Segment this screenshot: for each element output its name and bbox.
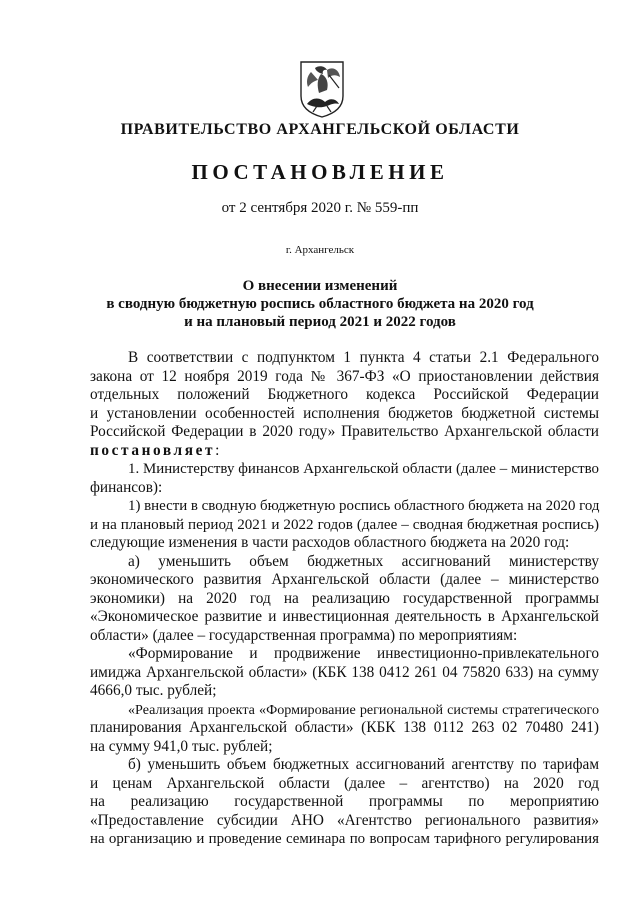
body-line: и ценам Архангельской области (далее – агентство) на 2020 год [90, 774, 599, 792]
body-line: экономического развития Архангельской области (далее – министерство [90, 571, 599, 588]
body-line: Российской Федерации в 2020 году» Правительство Архангельской области [90, 423, 599, 440]
body-line: 1. Министерству финансов Архангельской области (далее – министерство [128, 461, 599, 477]
document-body [90, 349, 599, 849]
city-name: г. Архангельск [285, 244, 355, 256]
decree-line [90, 442, 599, 461]
body-line: на реализацию государственной программы по мероприятию [90, 793, 599, 810]
subject-line: О внесении изменений [242, 278, 398, 294]
body-line: следующие изменения в части расходов областного бюджета на 2020 год: [90, 534, 570, 551]
body-line: и установлении особенностей исполнения бюджетов бюджетной системы [90, 404, 599, 422]
body-line: 1) внести в сводную бюджетную роспись областного бюджета на 2020 год [128, 498, 600, 514]
body-line: имиджа Архангельской области» (КБК 138 0412 261 04 75820 633) на сумму [90, 663, 599, 681]
coat-of-arms-icon [299, 60, 345, 118]
body-line: 4666,0 тыс. рублей; [90, 682, 217, 699]
decree-colon: : [215, 441, 220, 459]
body-line: В соответствии с подпунктом 1 пункта 4 статьи 2.1 Федерального [128, 349, 599, 366]
body-line: а) уменьшить объем бюджетных ассигнований министерству [128, 552, 599, 570]
body-line: «Экономическое развитие и инвестиционная деятельность в Архангельской [90, 608, 599, 625]
document-subject [0, 277, 640, 331]
body-line: финансов): [90, 478, 163, 496]
date-number: от 2 сентября 2020 г. № 559-пп [221, 200, 419, 216]
body-line: б) уменьшить объем бюджетных ассигнований агентству по тарифам [128, 756, 599, 773]
subject-line: в сводную бюджетную роспись областного бюджета на 2020 год [106, 296, 534, 312]
body-line: на сумму 941,0 тыс. рублей; [90, 737, 273, 755]
body-line: закона от 12 ноября 2019 года № 367-ФЗ «О приостановлении действия [90, 367, 599, 385]
document-type-title: ПОСТАНОВЛЕНИЕ [191, 160, 449, 184]
body-line: «Реализация проекта «Формирование региональной системы стратегического [128, 701, 599, 718]
body-line: на организацию и проведение семинара по вопросам тарифного регулирования [90, 831, 599, 847]
subject-line: и на плановый период 2021 и 2022 годов [184, 314, 456, 330]
body-line: и на плановый период 2021 и 2022 годов (далее – сводная бюджетная роспись) [90, 516, 599, 533]
body-line: экономики) на 2020 год на реализацию государственной программы [90, 589, 599, 607]
body-line: «Формирование и продвижение инвестиционно-привлекательного [128, 645, 599, 662]
government-name: ПРАВИТЕЛЬСТВО АРХАНГЕЛЬСКОЙ ОБЛАСТИ [120, 121, 520, 138]
decree-word: постановляет [90, 441, 216, 459]
body-line: планирования Архангельской области» (КБК 138 0112 263 02 70480 241) [90, 719, 599, 736]
body-line: «Предоставление субсидии АНО «Агентство регионального развития» [90, 811, 599, 829]
body-line: отдельных положений Бюджетного кодекса Российской Федерации [90, 386, 599, 403]
body-line: области» (далее – государственная программа) по мероприятиям: [90, 626, 518, 644]
